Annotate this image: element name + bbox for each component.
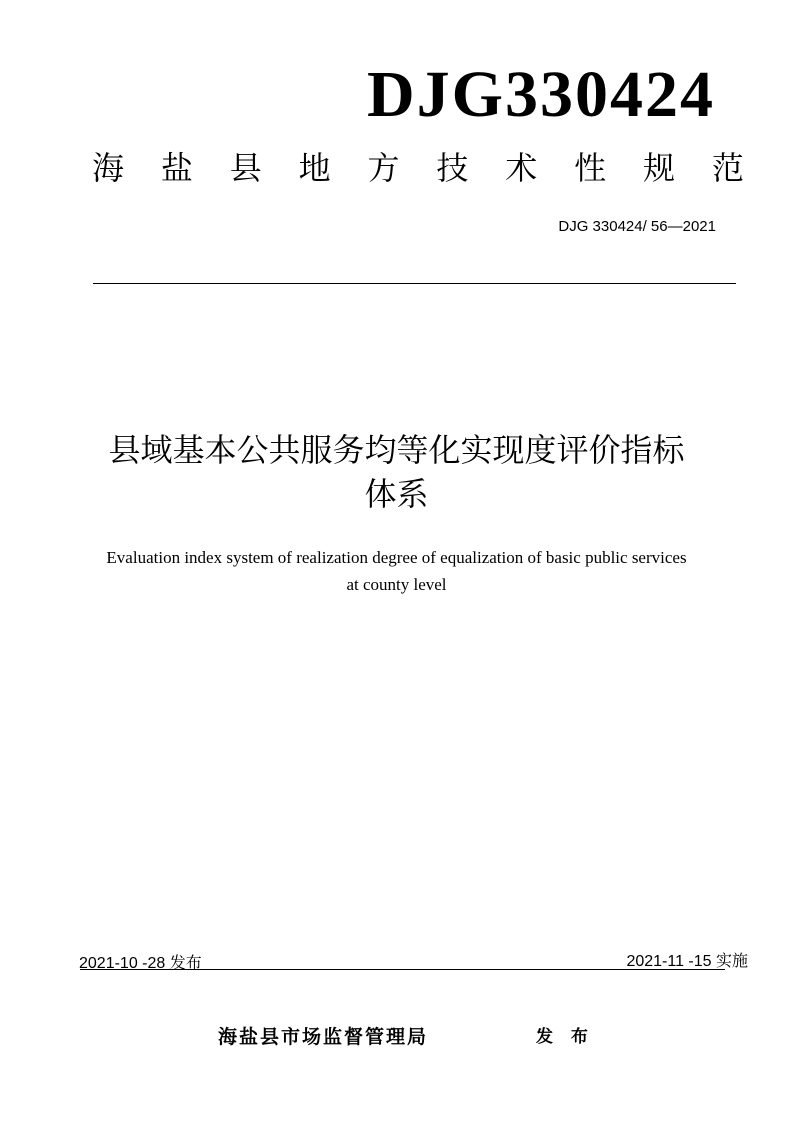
english-title-line: Evaluation index system of realization degree of equalization of basic public services (106, 548, 687, 567)
english-title-line: at county level (346, 575, 447, 594)
category-char: 技 (436, 149, 469, 187)
issue-label: 发 布 (536, 1027, 594, 1047)
title-line: 体系 (364, 475, 429, 513)
category-char: 海 (92, 149, 125, 187)
english-title (40, 544, 753, 598)
category-char: 地 (298, 149, 331, 187)
publish-date: 2021-10 -28 发布 (79, 955, 202, 972)
category-char: 方 (367, 149, 400, 187)
category-char: 盐 (160, 149, 193, 187)
category-char: 性 (574, 149, 607, 187)
document-number: DJG 330424/ 56—2021 (558, 218, 716, 235)
category-char: 术 (505, 149, 538, 187)
standard-code: DJG330424 (367, 58, 715, 131)
issuing-authority: 海盐县市场监督管理局 (218, 1026, 429, 1048)
implement-date: 2021-11 -15 实施 (626, 953, 748, 970)
category-char: 规 (643, 149, 676, 187)
category-char: 范 (711, 149, 744, 187)
document-title (60, 428, 733, 516)
header-divider (93, 283, 736, 284)
footer-divider (80, 969, 725, 970)
category-char: 县 (229, 149, 262, 187)
title-line: 县域基本公共服务均等化实现度评价指标 (108, 431, 685, 469)
standard-category (92, 149, 744, 187)
